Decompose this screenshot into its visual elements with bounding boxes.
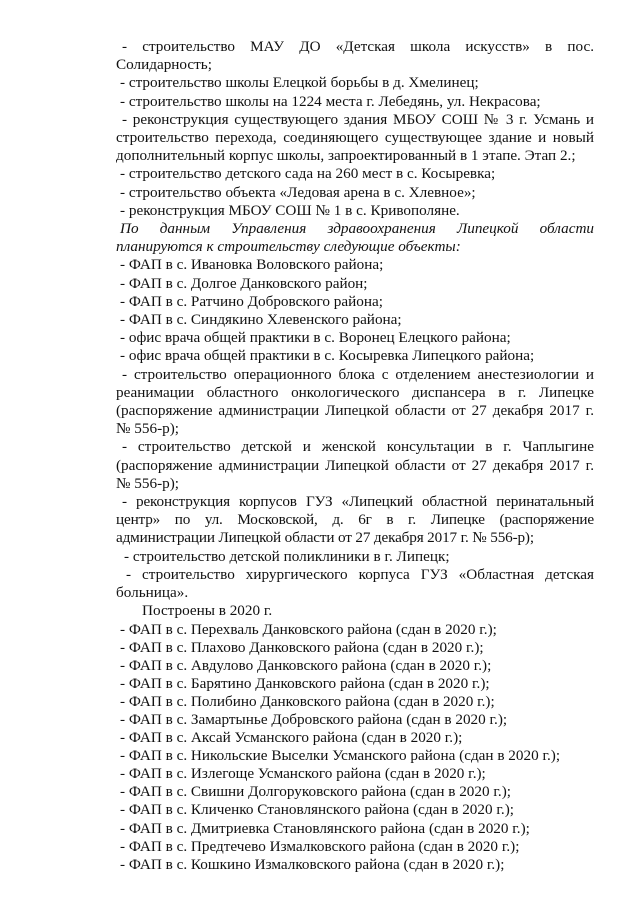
list-item: - ФАП в с. Ивановка Воловского района; xyxy=(120,256,384,274)
paragraph-oncology: - строительство операционного блока с отделением анестезиологии и реанимации областного онкологического диспансера в г. Липецке (распоряжение администрации Липецкой области от 27 декабря 2017 г. № 556-р); xyxy=(116,365,594,438)
paragraph-kindergarten: - строительство детского сада на 260 мест в с. Косыревка; xyxy=(120,165,496,183)
paragraph-surgical-building: - строительство хирургического корпуса ГУЗ «Областная детская больница». xyxy=(116,565,594,602)
health-list xyxy=(116,256,594,365)
list-item: - ФАП в с. Кошкино Измалковского района (сдан в 2020 г.); xyxy=(120,855,505,873)
list-item: - ФАП в с. Перехваль Данковского района (сдан в 2020 г.); xyxy=(120,620,497,638)
built-heading: Построены в 2020 г. xyxy=(142,602,273,620)
list-item: - офис врача общей практики в с. Воронец Елецкого района; xyxy=(120,329,511,347)
paragraph-children-clinic: - строительство детской поликлиники в г. Липецк; xyxy=(124,547,450,565)
list-item: - ФАП в с. Плахово Данковского района (сдан в 2020 г.); xyxy=(120,638,484,656)
list-item: - ФАП в с. Полибино Данковского района (сдан в 2020 г.); xyxy=(120,692,495,710)
paragraph-school-reconstruction: - реконструкция МБОУ СОШ № 1 в с. Кривополяне. xyxy=(120,201,460,219)
list-item: - ФАП в с. Ратчино Добровского района; xyxy=(120,292,383,310)
list-item: - ФАП в с. Синдякино Хлевенского района; xyxy=(120,311,402,329)
paragraph-wrestling-school: - строительство школы Елецкой борьбы в д. Хмелинец; xyxy=(120,74,479,92)
list-item: - ФАП в с. Замартынье Добровского района (сдан в 2020 г.); xyxy=(120,710,508,728)
list-item: - ФАП в с. Предтечево Измалковского района (сдан в 2020 г.); xyxy=(120,837,520,855)
list-item: - ФАП в с. Свишни Долгоруковского района (сдан в 2020 г.); xyxy=(120,783,511,801)
text-column xyxy=(116,38,594,874)
list-item: - ФАП в с. Аксай Усманского района (сдан в 2020 г.); xyxy=(120,729,463,747)
paragraph-ice-arena: - строительство объекта «Ледовая арена в с. Хлевное»; xyxy=(120,183,476,201)
paragraph-lebedyan-school: - строительство школы на 1224 места г. Лебедянь, ул. Некрасова; xyxy=(120,92,541,110)
list-item: - ФАП в с. Излегоще Усманского района (сдан в 2020 г.); xyxy=(120,765,486,783)
list-item: - ФАП в с. Кличенко Становлянского района (сдан в 2020 г.); xyxy=(120,801,514,819)
health-heading: По данным Управления здравоохранения Липецкой области планируются к строительству следующие объекты: xyxy=(116,220,594,256)
list-item: - ФАП в с. Авдулово Данковского района (сдан в 2020 г.); xyxy=(120,656,492,674)
list-item: - ФАП в с. Долгое Данковского район; xyxy=(120,274,368,292)
paragraph-perinatal: - реконструкция корпусов ГУЗ «Липецкий областной перинатальный центр» по ул. Московской, д. 6г в г. Липецке (распоряжение администрации Липецкой области от 27 декабря 2017 г. № 556-р); xyxy=(116,493,594,547)
list-item: - ФАП в с. Никольские Выселки Усманского района (сдан в 2020 г.); xyxy=(120,747,561,765)
paragraph-chaplygin: - строительство детской и женской консультации в г. Чаплыгине (распоряжение администрации Липецкой области от 27 декабря 2017 г. № 556-р); xyxy=(116,438,594,492)
list-item: - офис врача общей практики в с. Косыревка Липецкого района; xyxy=(120,347,535,365)
list-item: - ФАП в с. Дмитриевка Становлянского района (сдан в 2020 г.); xyxy=(120,819,530,837)
paragraph-art-school: - строительство МАУ ДО «Детская школа искусств» в пос. Солидарность; xyxy=(116,38,594,74)
paragraph-usman-school: - реконструкция существующего здания МБОУ СОШ № 3 г. Усмань и строительство перехода, соединяющего существующее здание и новый дополнительный корпус школы, запроектированный в 1 этапе. Этап 2.; xyxy=(116,110,594,165)
built-list xyxy=(116,621,594,874)
list-item: - ФАП в с. Барятино Данковского района (сдан в 2020 г.); xyxy=(120,674,490,692)
